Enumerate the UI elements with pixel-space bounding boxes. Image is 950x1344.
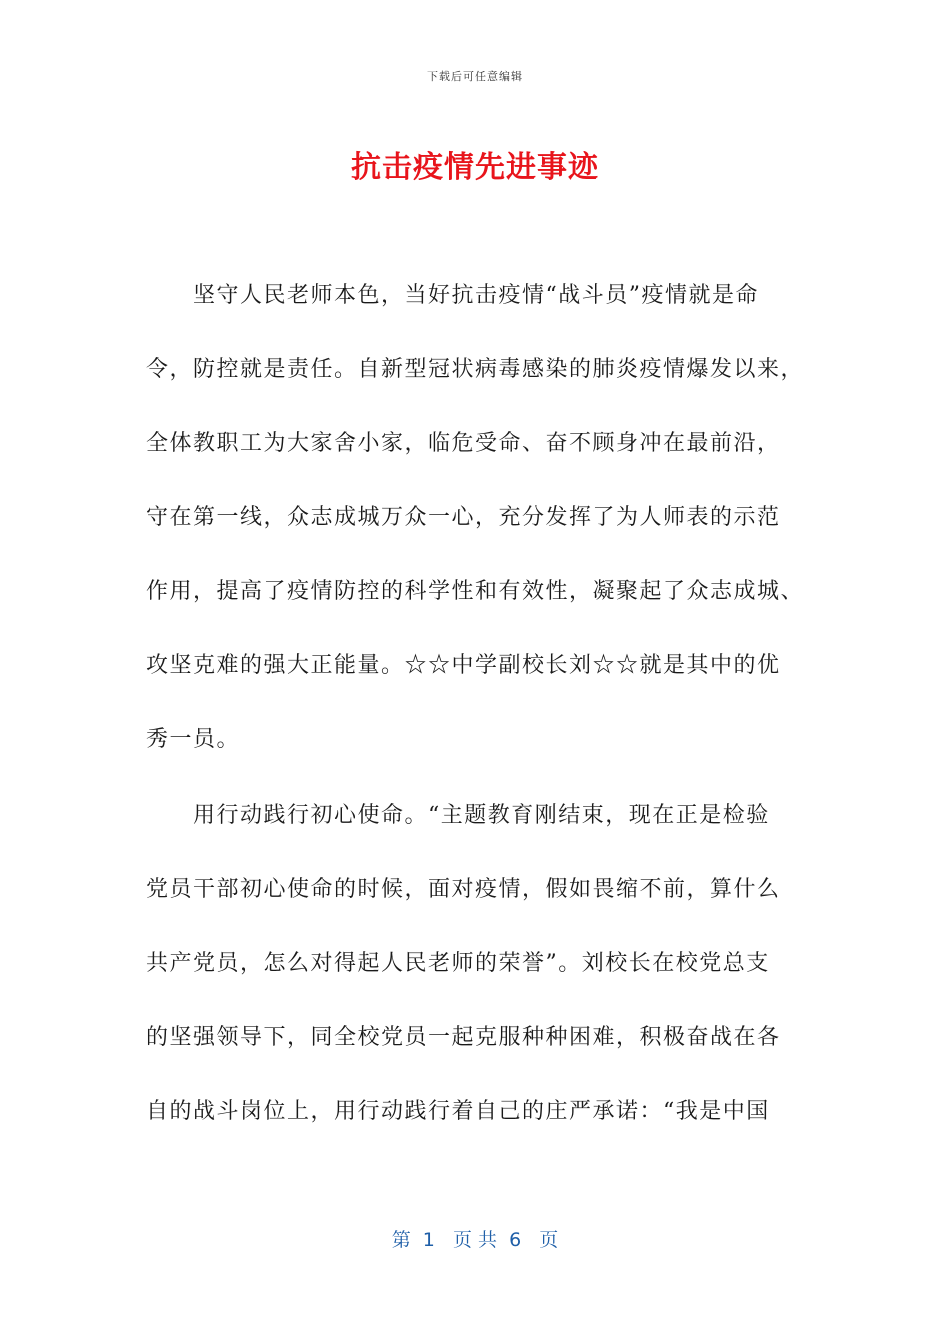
body-line: 自的战斗岗位上，用行动践行着自己的庄严承诺：“我是中国 (146, 1099, 770, 1124)
body-line: 守在第一线，众志成城万众一心，充分发挥了为人师表的示范 (146, 505, 781, 530)
body-line: 用行动践行初心使命。“主题教育刚结束，现在正是检验 (146, 803, 770, 828)
body-line: 党员干部初心使命的时候，面对疫情，假如畏缩不前，算什么 (146, 877, 781, 902)
body-line: 令，防控就是责任。自新型冠状病毒感染的肺炎疫情爆发以来， (146, 357, 805, 382)
body-line: 共产党员，怎么对得起人民老师的荣誉”。刘校长在校党总支 (146, 951, 770, 976)
page-number: 第 1 页 共 6 页 (391, 1229, 559, 1251)
body-line: 攻坚克难的强大正能量。☆☆中学副校长刘☆☆就是其中的优 (146, 653, 781, 678)
body-line: 坚守人民老师本色，当好抗击疫情“战斗员”疫情就是命 (146, 283, 759, 308)
header-note: 下载后可任意编辑 (427, 70, 523, 83)
body-line: 全体教职工为大家舍小家，临危受命、奋不顾身冲在最前沿， (146, 431, 781, 456)
document-title: 抗击疫情先进事迹 (351, 150, 599, 185)
body-line: 秀一员。 (146, 727, 241, 752)
body-line: 作用，提高了疫情防控的科学性和有效性，凝聚起了众志成城、 (146, 579, 805, 604)
body-line: 的坚强领导下，同全校党员一起克服种种困难，积极奋战在各 (146, 1025, 781, 1050)
